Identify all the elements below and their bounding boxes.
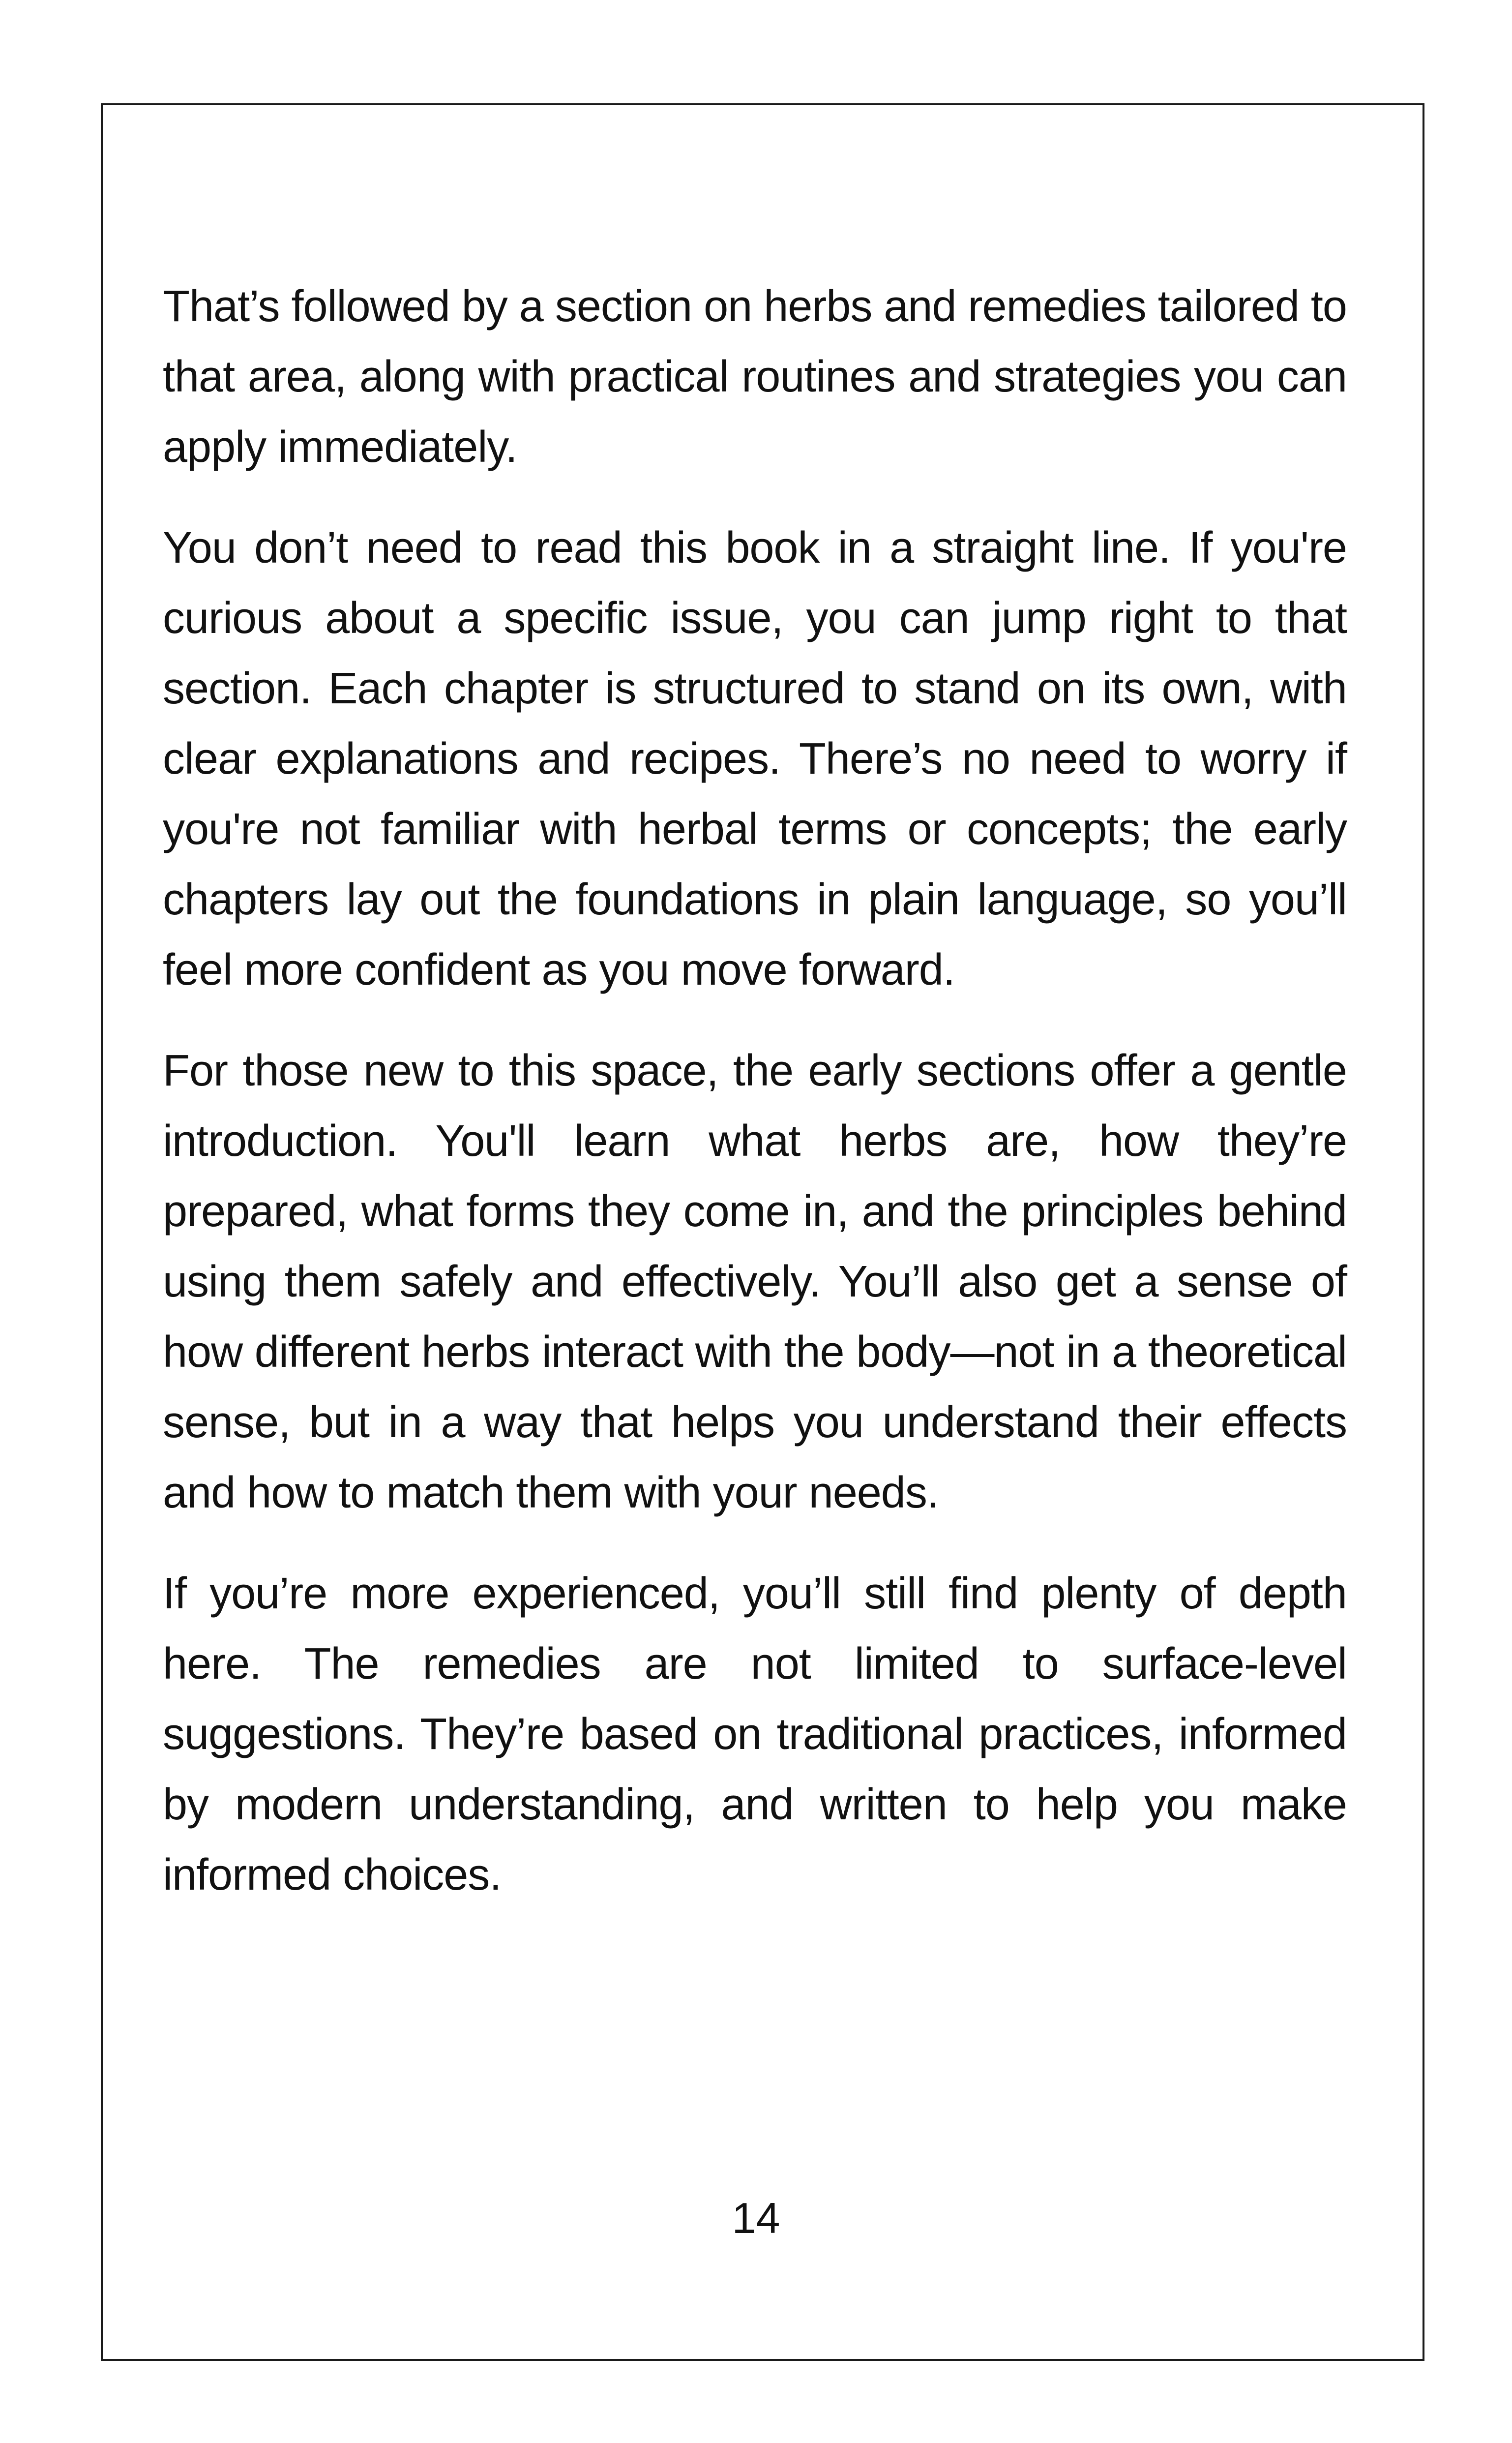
paragraph-1: That’s followed by a section on herbs and remedies tailored to that area, along with practical routines and strategies you can apply immediately. [163,282,1347,472]
paragraph-4: If you’re more experienced, you’ll still find plenty of depth here. The remedies are not limited to surface-level suggestions. They’re based on traditional practices, informed by modern understanding, and written to help you make informed choices. [163,1569,1347,1900]
paragraph-3: For those new to this space, the early sections offer a gentle introduction. You'll learn what herbs are, how they’re prepared, what forms they come in, and the principles behind using them safely and effectively. You’ll also get a sense of how different herbs interact with the body—not in a theoretical sense, but in a way that helps you understand their effects and how to match them with your needs. [163,1046,1347,1517]
paragraph-2: You don’t need to read this book in a straight line. If you're curious about a specific issue, you can jump right to that section. Each chapter is structured to stand on its own, with clear explanations and recipes. There’s no need to worry if you're not familiar with herbal terms or concepts; the early chapters lay out the foundations in plain language, so you’ll feel more confident as you move forward. [163,523,1347,995]
page-number: 14 [732,2194,780,2242]
body-text [163,271,1347,1941]
